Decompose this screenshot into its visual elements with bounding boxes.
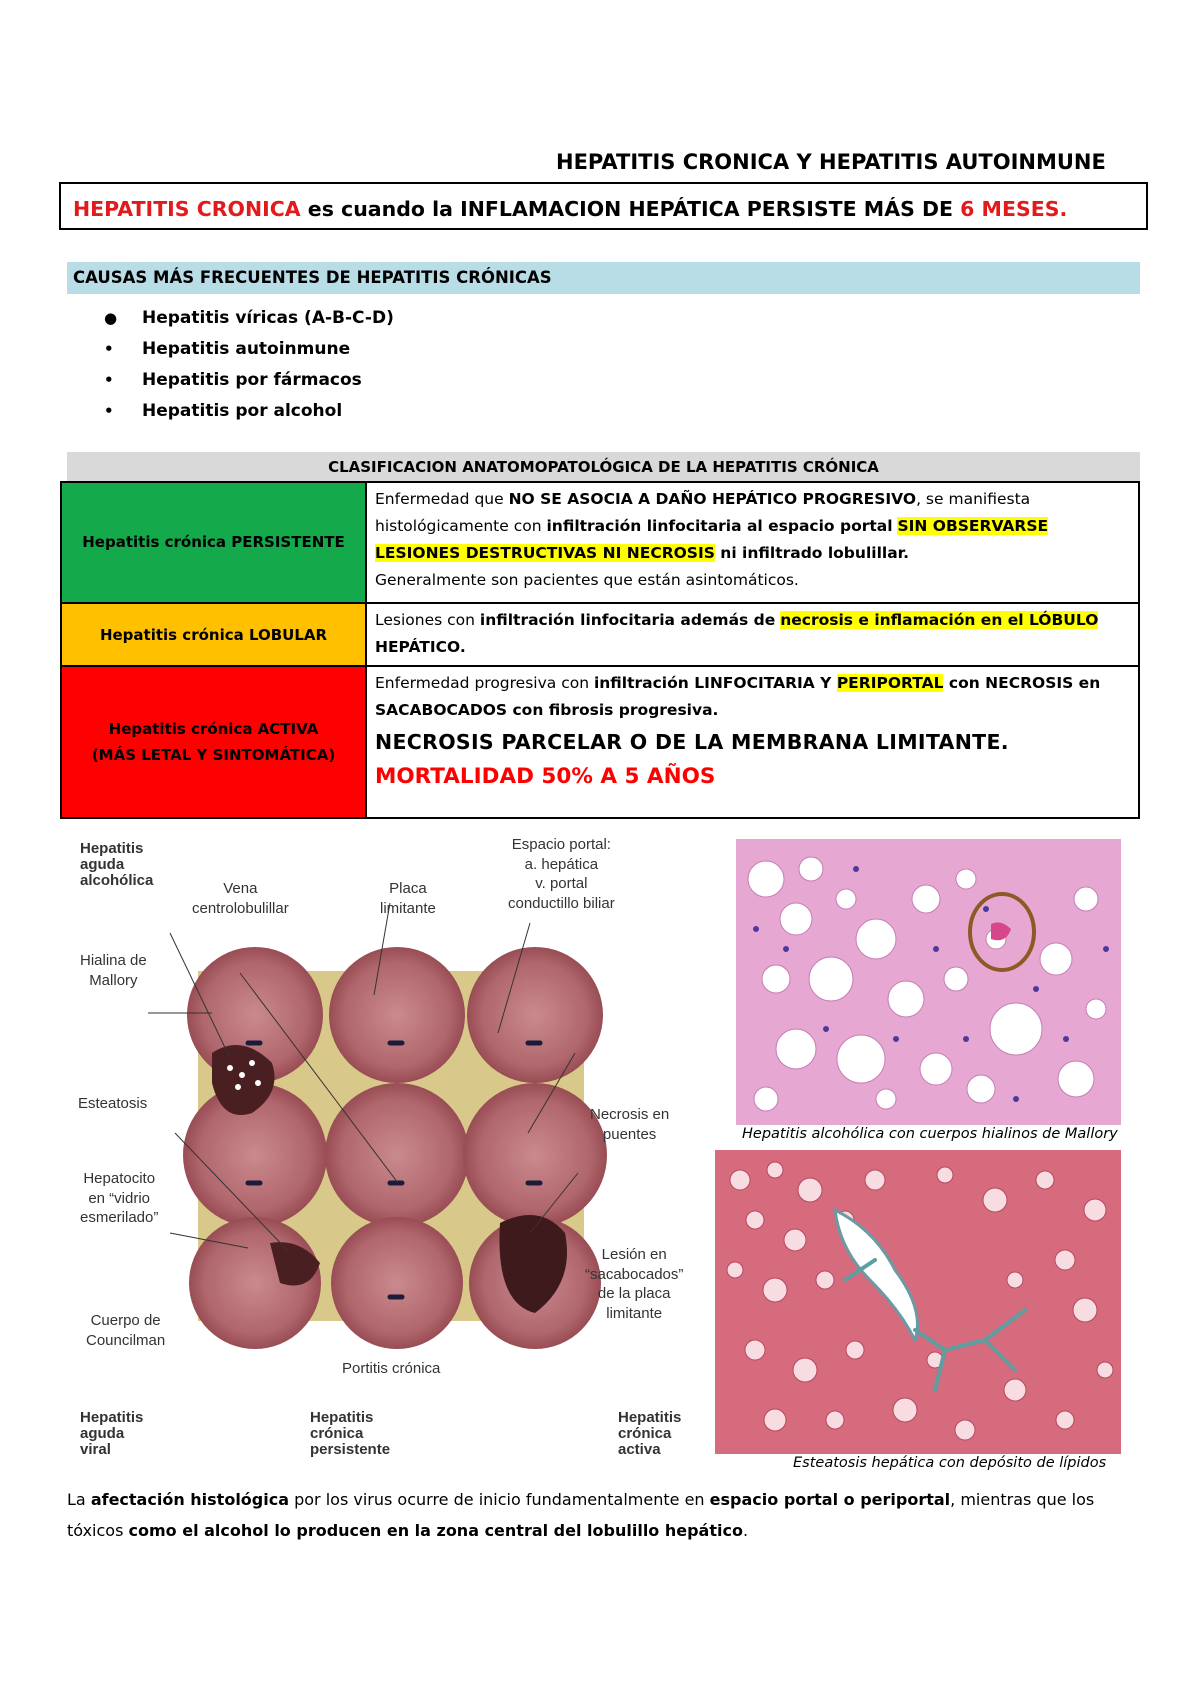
caption-micrograph-2: Esteatosis hepática con depósito de lípidos	[793, 1455, 1107, 1471]
highlight-text: SIN OBSERVARSE LESIONES DESTRUCTIVAS NI NECROSIS	[375, 517, 1049, 563]
text-run: Lesiones con	[375, 611, 480, 629]
table-row	[61, 666, 1139, 818]
causes-list	[104, 302, 394, 426]
micrograph-steatosis	[715, 1150, 1121, 1454]
text-run: Enfermedad progresiva con	[375, 674, 594, 693]
text-run: NO SE ASOCIA A DAÑO HEPÁTICO PROGRESIVO	[508, 490, 917, 508]
type-label: Hepatitis crónica ACTIVA	[108, 720, 319, 738]
text-run: espacio portal o periportal	[709, 1490, 951, 1509]
classification-table	[60, 481, 1140, 819]
type-sublabel: (MÁS LETAL Y SINTOMÁTICA)	[91, 746, 336, 765]
list-item-label: Hepatitis autoinmune	[142, 338, 351, 359]
text-run: como el alcohol lo producen en la zona central del lobulillo hepático	[128, 1521, 743, 1541]
label-cuerpo-councilman: Cuerpo de Councilman	[86, 1312, 166, 1349]
type-label: Hepatitis crónica PERSISTENTE	[82, 533, 345, 552]
label-hepatocito-vidrio: Hepatocito en “vidrio esmerilado”	[80, 1170, 159, 1226]
type-label: Hepatitis crónica LOBULAR	[99, 625, 328, 644]
bullet-icon: •	[104, 370, 114, 389]
type-persistente	[61, 482, 366, 603]
type-activa	[61, 666, 366, 818]
label-esteatosis: Esteatosis	[78, 1095, 148, 1112]
text-run: infiltración linfocitaria al espacio portal	[546, 517, 893, 536]
text-run: , mientras que los tóxicos	[67, 1490, 1095, 1541]
lobule-diagram	[78, 836, 720, 1463]
list-item-label: Hepatitis por fármacos	[142, 369, 362, 390]
definition-duration: 6 MESES.	[960, 197, 1068, 221]
bullet-icon: •	[104, 401, 114, 420]
desc-lobular	[366, 603, 1139, 666]
page-title: HEPATITIS CRONICA Y HEPATITIS AUTOINMUNE	[556, 150, 1106, 174]
desc-persistente	[366, 482, 1139, 603]
table-row	[61, 603, 1139, 666]
list-item-label: Hepatitis víricas (A-B-C-D)	[142, 307, 394, 328]
causes-heading: CAUSAS MÁS FRECUENTES DE HEPATITIS CRÓNICAS	[67, 262, 1140, 294]
label-vena-centrolobulillar: Vena centrolobulillar	[192, 880, 289, 917]
list-item-label: Hepatitis por alcohol	[142, 400, 343, 421]
definition-text: es cuando la INFLAMACION HEPÁTICA PERSISTE MÁS DE	[300, 197, 961, 221]
label-portitis-cronica: Portitis crónica	[342, 1360, 441, 1377]
list-item	[104, 302, 394, 333]
label-lesion-sacabocados: Lesión en “sacabocados” de la placa limitante	[585, 1246, 684, 1322]
mortality-callout: MORTALIDAD 50% A 5 AÑOS	[375, 764, 716, 790]
text-run: por los virus ocurre de inicio fundamentalmente en	[289, 1490, 710, 1509]
list-item	[104, 395, 394, 426]
label-hep-cronica-activa: Hepatitis crónica activa	[618, 1409, 682, 1458]
label-hialina-mallory: Hialina de Mallory	[80, 952, 147, 989]
list-item	[104, 333, 394, 364]
text-run: afectación histológica	[90, 1490, 290, 1509]
table-row	[61, 482, 1139, 603]
text-run: , se manifiesta histológicamente con	[375, 490, 1031, 536]
text-run: infiltración LINFOCITARIA Y	[593, 674, 837, 693]
classification-heading: CLASIFICACION ANATOMOPATOLÓGICA DE LA HEPATITIS CRÓNICA	[67, 452, 1140, 481]
highlight-text: PERIPORTAL	[836, 674, 944, 693]
text-run: La	[67, 1490, 91, 1509]
text-run: ni infiltrado lobulillar.	[714, 544, 909, 563]
footer-paragraph	[67, 1484, 1147, 1546]
text-run: con NECROSIS en SACABOCADOS con fibrosis progresiva.	[375, 674, 1101, 720]
text-run: Enfermedad que	[375, 490, 509, 508]
text-run: Generalmente son pacientes que están asintomáticos.	[375, 571, 799, 590]
label-hep-aguda-alcoholica: Hepatitis aguda alcohólica	[80, 840, 154, 889]
label-placa-limitante: Placa limitante	[380, 880, 436, 917]
bullet-icon: •	[104, 339, 114, 358]
definition-term: HEPATITIS CRONICA	[73, 197, 301, 221]
definition-box	[59, 182, 1148, 230]
bullet-icon: ●	[104, 308, 118, 327]
label-necrosis-puentes: Necrosis en puentes	[590, 1106, 670, 1143]
text-run: HEPÁTICO.	[375, 638, 466, 657]
label-espacio-portal: Espacio portal: a. hepática v. portal conductillo biliar	[508, 836, 615, 912]
necrosis-callout: NECROSIS PARCELAR O DE LA MEMBRANA LIMITANTE.	[375, 729, 1009, 754]
type-lobular	[61, 603, 366, 666]
text-run: infiltración linfocitaria además de	[479, 611, 776, 629]
highlight-text: necrosis e inflamación en el LÓBULO	[780, 611, 1099, 629]
list-item	[104, 364, 394, 395]
text-run: .	[742, 1521, 749, 1541]
desc-activa	[366, 666, 1139, 818]
micrograph-mallory	[736, 839, 1121, 1125]
caption-micrograph-1: Hepatitis alcohólica con cuerpos hialinos de Mallory	[742, 1126, 1118, 1142]
label-hep-cronica-persistente: Hepatitis crónica persistente	[310, 1409, 391, 1458]
label-hep-aguda-viral: Hepatitis aguda viral	[80, 1409, 144, 1458]
